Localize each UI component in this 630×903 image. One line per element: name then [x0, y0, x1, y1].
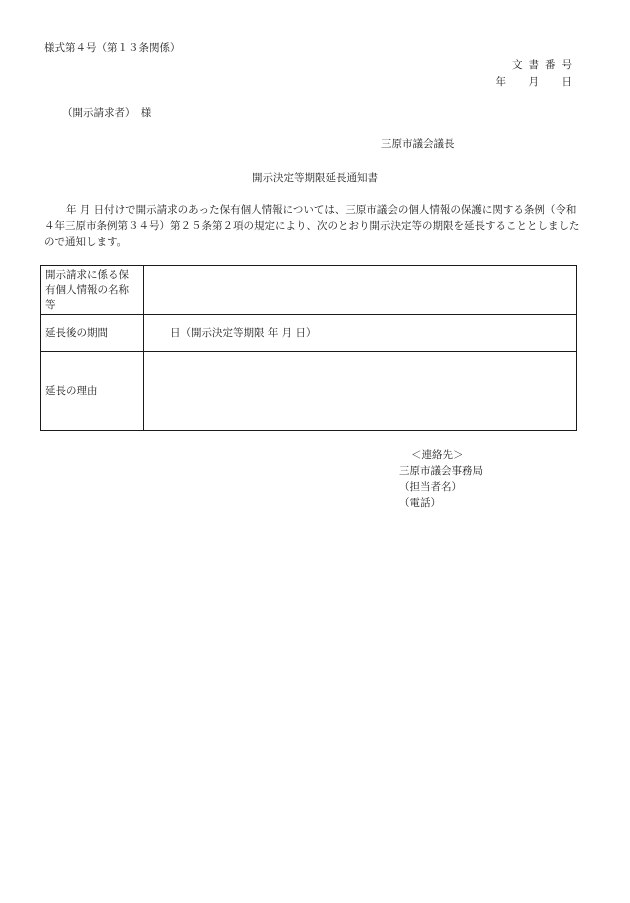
- date-label: 年 月 日: [495, 76, 578, 88]
- document-meta: [496, 57, 579, 91]
- sender: 三原市議会議長: [381, 138, 455, 150]
- table-label-cell: 開示請求に係る保有個人情報の名称等: [41, 266, 144, 315]
- contact-heading: ＜連絡先＞: [411, 449, 464, 461]
- table-value-cell: [144, 266, 577, 315]
- info-table: [40, 265, 577, 431]
- table-row: [41, 352, 577, 431]
- table-row: [41, 315, 577, 352]
- addressee: （開示請求者） 様: [62, 107, 152, 119]
- document-title: 開示決定等期限延長通知書: [252, 172, 378, 184]
- form-number: 様式第４号（第１３条関係）: [44, 42, 181, 54]
- table-value-cell: 日（開示決定等期限 年 月 日）: [144, 315, 577, 352]
- table-label-cell: 延長の理由: [41, 352, 144, 431]
- table-label-cell: 延長後の期間: [41, 315, 144, 352]
- contact-block: [399, 447, 483, 511]
- contact-office: 三原市議会事務局: [399, 465, 483, 477]
- contact-person: （担当者名）: [399, 481, 462, 493]
- body-text: 年 月 日付けで開示請求のあった保有個人情報については、三原市議会の個人情報の保護に関する条例（令和４年三原市条例第３４号）第２５条第２項の規定により、次のとおり開示決定等の期限を延長することとしましたので通知します。: [44, 204, 580, 248]
- document-number-label: 文書番号: [512, 59, 578, 71]
- table-row: [41, 266, 577, 315]
- table-value-cell: [144, 352, 577, 431]
- contact-phone: （電話）: [399, 497, 441, 509]
